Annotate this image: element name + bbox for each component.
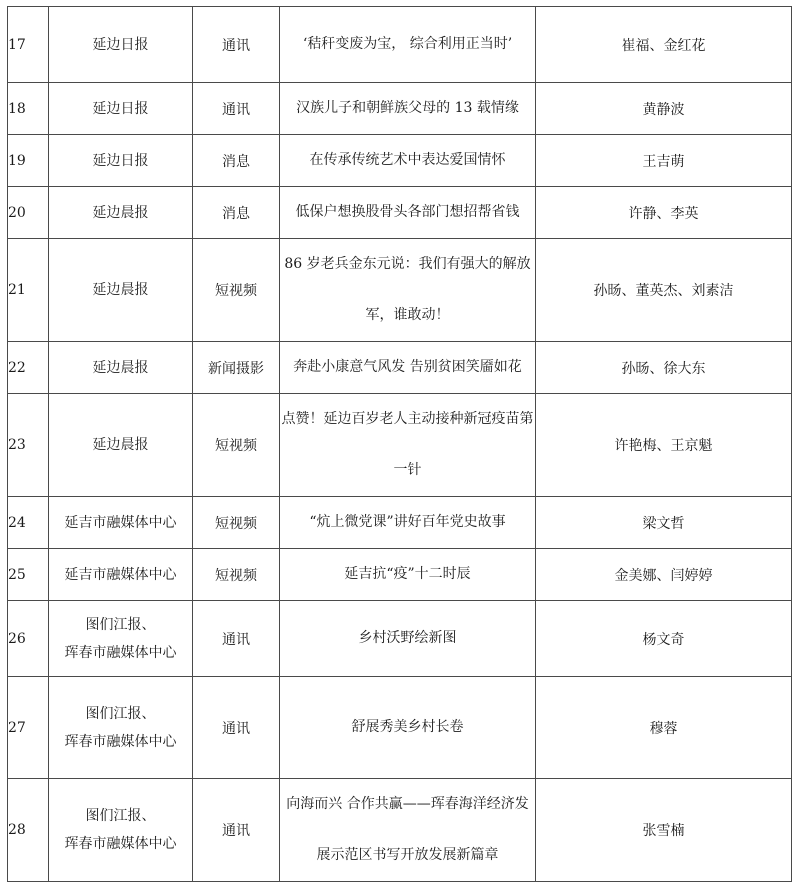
row-number: 25 xyxy=(8,549,49,601)
table-row xyxy=(8,135,792,187)
table-row xyxy=(8,83,792,135)
author-names: 孙旸、徐大东 xyxy=(536,342,792,394)
work-title xyxy=(280,239,536,342)
media-name-lines xyxy=(49,802,192,858)
media-name-lines xyxy=(49,147,192,175)
author-names: 穆蓉 xyxy=(536,677,792,779)
work-title-lines xyxy=(280,19,535,70)
work-title-line: 展示范区书写开放发展新篇章 xyxy=(316,847,499,863)
work-title-lines xyxy=(280,549,535,600)
work-title-line: ‘秸秆变废为宝， 综合利用正当时’ xyxy=(302,36,513,52)
author-names: 黄静波 xyxy=(536,83,792,135)
media-name-lines xyxy=(49,431,192,459)
entry-type: 短视频 xyxy=(193,239,280,342)
work-title-line: 汉族儿子和朝鲜族父母的 13 载情缘 xyxy=(296,100,519,116)
media-name-line: 延吉市融媒体中心 xyxy=(64,514,177,531)
media-name-line: 图们江报、 xyxy=(85,616,156,633)
media-name-line: 珲春市融媒体中心 xyxy=(64,836,177,852)
table-row xyxy=(8,779,792,882)
work-title-line: 向海而兴 合作共赢——珲春海洋经济发 xyxy=(286,796,529,812)
media-name-line: 延边日报 xyxy=(92,152,149,169)
row-number: 26 xyxy=(8,601,49,677)
table-row xyxy=(8,549,792,601)
work-title xyxy=(280,601,536,677)
media-name xyxy=(49,394,193,497)
entry-type: 新闻摄影 xyxy=(193,342,280,394)
work-title-line: 奔赴小康意气风发 告别贫困笑靥如花 xyxy=(293,359,522,375)
table-row xyxy=(8,239,792,342)
table-row xyxy=(8,601,792,677)
media-name xyxy=(49,342,193,394)
author-names: 杨文奇 xyxy=(536,601,792,677)
work-title-line: 在传承传统艺术中表达爱国情怀 xyxy=(309,152,506,168)
work-title-line: 延吉抗“疫”十二时辰 xyxy=(344,566,471,582)
entry-type: 通讯 xyxy=(193,83,280,135)
media-name-lines xyxy=(49,95,192,123)
row-number: 27 xyxy=(8,677,49,779)
media-name xyxy=(49,601,193,677)
table-row xyxy=(8,187,792,239)
work-title-line: 乡村沃野绘新图 xyxy=(358,630,457,646)
work-title-lines xyxy=(280,135,535,186)
media-name-lines xyxy=(49,509,192,537)
work-title-lines xyxy=(280,342,535,393)
row-number: 23 xyxy=(8,394,49,497)
awards-table-body xyxy=(8,7,792,882)
work-title-lines xyxy=(280,702,535,753)
work-title-line: 点赞！延边百岁老人主动接种新冠疫苗第 xyxy=(281,411,534,427)
work-title-line: 舒展秀美乡村长卷 xyxy=(351,719,464,735)
work-title-line: 86 岁老兵金东元说：我们有强大的解放 xyxy=(284,256,531,272)
row-number: 21 xyxy=(8,239,49,342)
entry-type: 短视频 xyxy=(193,394,280,497)
table-row xyxy=(8,342,792,394)
entry-type: 通讯 xyxy=(193,677,280,779)
author-names: 梁文哲 xyxy=(536,497,792,549)
media-name-line: 延吉市融媒体中心 xyxy=(64,566,177,583)
media-name-lines xyxy=(49,199,192,227)
work-title xyxy=(280,187,536,239)
entry-type: 消息 xyxy=(193,135,280,187)
media-name-line: 图们江报、 xyxy=(85,808,156,824)
author-names: 王吉萌 xyxy=(536,135,792,187)
row-number: 22 xyxy=(8,342,49,394)
media-name-line: 延边晨报 xyxy=(92,204,149,221)
media-name xyxy=(49,779,193,882)
media-name-line: 延边晨报 xyxy=(92,282,149,298)
media-name-line: 延边晨报 xyxy=(92,359,149,376)
media-name-lines xyxy=(49,561,192,589)
work-title-lines xyxy=(280,497,535,548)
author-names: 许静、李英 xyxy=(536,187,792,239)
work-title-line: 一针 xyxy=(393,462,422,478)
work-title xyxy=(280,7,536,83)
work-title-lines xyxy=(280,613,535,664)
media-name xyxy=(49,135,193,187)
media-name-lines xyxy=(49,31,192,59)
media-name-line: 珲春市融媒体中心 xyxy=(64,733,177,750)
row-number: 28 xyxy=(8,779,49,882)
entry-type: 短视频 xyxy=(193,497,280,549)
media-name-line: 图们江报、 xyxy=(85,705,156,722)
media-name-lines xyxy=(49,611,192,667)
media-name xyxy=(49,677,193,779)
work-title xyxy=(280,83,536,135)
author-names: 金美娜、闫婷婷 xyxy=(536,549,792,601)
media-name-line: 延边晨报 xyxy=(92,437,149,453)
table-row xyxy=(8,7,792,83)
table-row xyxy=(8,394,792,497)
table-row xyxy=(8,677,792,779)
author-names: 许艳梅、王京魁 xyxy=(536,394,792,497)
work-title xyxy=(280,135,536,187)
media-name xyxy=(49,549,193,601)
awards-table xyxy=(7,6,792,882)
work-title xyxy=(280,549,536,601)
media-name-line: 珲春市融媒体中心 xyxy=(64,644,177,661)
row-number: 17 xyxy=(8,7,49,83)
author-names: 张雪楠 xyxy=(536,779,792,882)
row-number: 24 xyxy=(8,497,49,549)
entry-type: 消息 xyxy=(193,187,280,239)
work-title-lines xyxy=(280,394,535,496)
entry-type: 通讯 xyxy=(193,7,280,83)
media-name xyxy=(49,497,193,549)
author-names: 孙旸、董英杰、刘素洁 xyxy=(536,239,792,342)
media-name xyxy=(49,7,193,83)
work-title-line: 军，谁敢动！ xyxy=(365,307,450,323)
media-name-lines xyxy=(49,354,192,382)
row-number: 20 xyxy=(8,187,49,239)
table-row xyxy=(8,497,792,549)
work-title-line: “炕上微党课”讲好百年党史故事 xyxy=(309,514,506,530)
work-title-line: 低保户想换股骨头各部门想招帮省钱 xyxy=(295,204,520,220)
entry-type: 通讯 xyxy=(193,601,280,677)
work-title xyxy=(280,497,536,549)
work-title-lines xyxy=(280,779,535,881)
work-title xyxy=(280,779,536,882)
media-name-lines xyxy=(49,700,192,756)
media-name xyxy=(49,239,193,342)
entry-type: 通讯 xyxy=(193,779,280,882)
work-title-lines xyxy=(280,83,535,134)
work-title xyxy=(280,394,536,497)
work-title-lines xyxy=(280,187,535,238)
entry-type: 短视频 xyxy=(193,549,280,601)
work-title-lines xyxy=(280,239,535,341)
work-title xyxy=(280,342,536,394)
media-name-line: 延边日报 xyxy=(92,36,149,53)
media-name xyxy=(49,83,193,135)
author-names: 崔福、金红花 xyxy=(536,7,792,83)
work-title xyxy=(280,677,536,779)
media-name-line: 延边日报 xyxy=(92,100,149,117)
media-name xyxy=(49,187,193,239)
row-number: 18 xyxy=(8,83,49,135)
row-number: 19 xyxy=(8,135,49,187)
media-name-lines xyxy=(49,276,192,304)
